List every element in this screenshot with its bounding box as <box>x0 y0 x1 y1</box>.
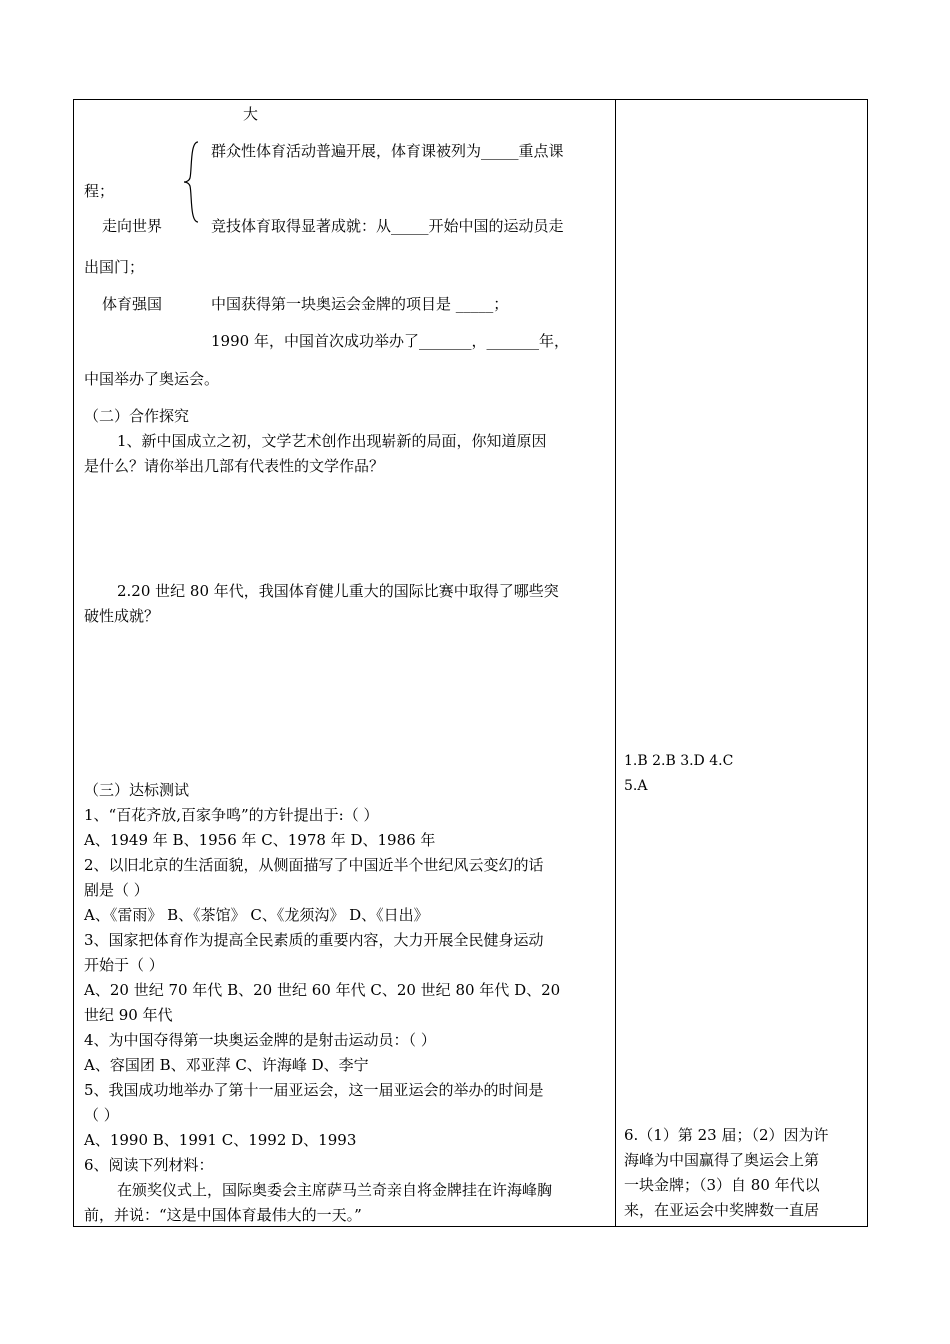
test-q3-options-cont: 世纪 90 年代 <box>84 1006 173 1024</box>
test-q2-line1: 2、以旧北京的生活面貌，从侧面描写了中国近半个世纪风云变幻的话 <box>84 856 544 874</box>
test-q6: 6、阅读下列材料： <box>84 1156 214 1174</box>
out-country-line: 出国门； <box>84 258 145 276</box>
question-2-line2: 破性成就？ <box>84 607 160 625</box>
test-q3-line1: 3、国家把体育作为提高全民素质的重要内容，大力开展全民健身运动 <box>84 931 544 949</box>
test-q6-material-line1: 在颁奖仪式上，国际奥委会主席萨马兰奇亲自将金牌挂在许海峰胸 <box>117 1181 553 1199</box>
sports-power-label: 体育强国 <box>102 295 163 313</box>
cheng-line: 程； <box>84 182 115 200</box>
curly-brace-icon <box>176 140 204 224</box>
test-q2-line2: 剧是（ ） <box>84 881 149 899</box>
mass-sport-line: 群众性体育活动普遍开展，体育课被列为_____重点课 <box>211 142 564 160</box>
test-section-title: （三）达标测试 <box>84 781 190 799</box>
test-q3-options: A、20 世纪 70 年代 B、20 世纪 60 年代 C、20 世纪 80 年代 D、20 <box>84 981 561 999</box>
question-1-line1: 1、新中国成立之初，文学艺术创作出现崭新的局面，你知道原因 <box>117 432 547 450</box>
olympics-line: 中国举办了奥运会。 <box>84 370 220 388</box>
test-q4-options: A、容国团 B、邓亚萍 C、许海峰 D、李宁 <box>84 1056 369 1074</box>
text-da: 大 <box>243 105 259 123</box>
test-q5-options: A、1990 B、1991 C、1992 D、1993 <box>84 1131 357 1149</box>
answer-6-line2: 海峰为中国赢得了奥运会上第 <box>624 1151 820 1169</box>
test-q5-line1: 5、我国成功地举办了第十一届亚运会，这一届亚运会的举办的时间是 <box>84 1081 544 1099</box>
test-q5-line2: （ ） <box>84 1106 119 1124</box>
test-q4: 4、为中国夺得第一块奥运金牌的是射击运动员：（ ） <box>84 1031 436 1049</box>
column-divider <box>615 99 616 1227</box>
answer-6-line1: 6.（1）第 23 届；（2）因为许 <box>624 1126 829 1144</box>
answer-6-line3: 一块金牌；（3）自 80 年代以 <box>624 1176 820 1194</box>
test-q3-line2: 开始于（ ） <box>84 956 164 974</box>
first-gold-line: 中国获得第一块奥运会金牌的项目是 _____； <box>211 295 509 313</box>
test-q2-options: A、《雷雨》 B、《茶馆》 C、《龙须沟》 D、《日出》 <box>84 906 429 924</box>
test-q6-material-line2: 前，并说：“这是中国体育最伟大的一天。” <box>84 1206 362 1224</box>
question-2-line1: 2.20 世纪 80 年代，我国体育健儿重大的国际比赛中取得了哪些突 <box>117 582 559 600</box>
toward-world-label: 走向世界 <box>102 217 163 235</box>
competitive-sport-line: 竞技体育取得显著成就：从_____开始中国的运动员走 <box>211 217 564 235</box>
question-1-line2: 是什么？请你举出几部有代表性的文学作品？ <box>84 457 385 475</box>
year-1990-line: 1990 年，中国首次成功举办了_______，_______年， <box>211 332 569 350</box>
answer-6-line4: 来，在亚运会中奖牌数一直居 <box>624 1201 820 1219</box>
coop-section-title: （二）合作探究 <box>84 407 190 425</box>
answers-line1: 1.B 2.B 3.D 4.C <box>624 753 734 769</box>
answers-line2: 5.A <box>624 778 648 794</box>
test-q1-options: A、1949 年 B、1956 年 C、1978 年 D、1986 年 <box>84 831 436 849</box>
test-q1: 1、“百花齐放,百家争鸣”的方针提出于:（ ） <box>84 806 379 824</box>
